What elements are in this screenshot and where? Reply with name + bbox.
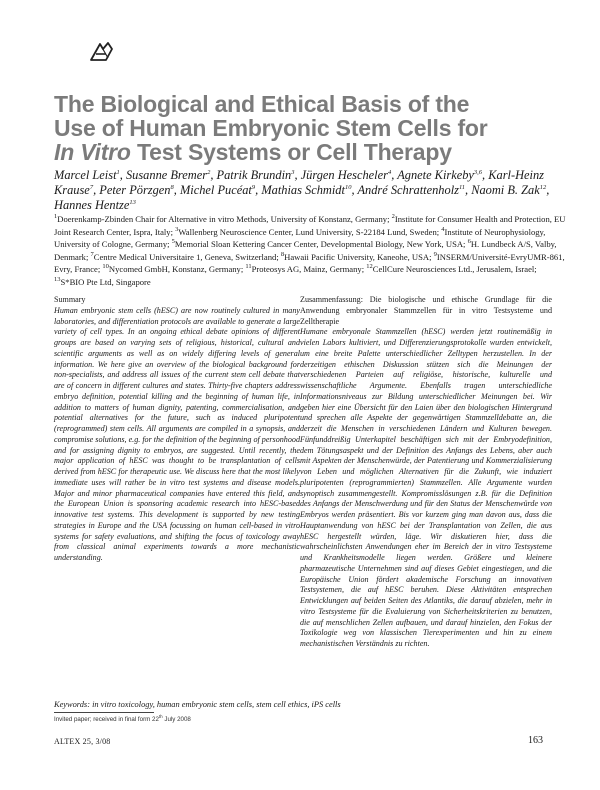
- author-separator: ,: [210, 168, 217, 182]
- summary-text: Human embryonic stem cells (hESC) are now routinely cultured in many laboratories, and differentiation protocols are available to generate a large variety of cell types. In an ongoing ethical debate opinions of different groups are based on varying sets of religious, historical, cultural and scientific arguments as well as on widely differing levels of general information. We here give an overview of the biological background for non-specialists, and address all issues of the current stem cell debate that are of concern in different cultures and states. Thirty-five chapters address embryo definition, potential killing and the beginning of human life, in addition to matters of human dignity, patenting, commercialisation, and potential alternatives for the future, such as induced pluripotent (reprogrammed) stem cells. All arguments are compiled in a synopsis, and compromise solutions, e.g. for the definition of the beginning of personhood and for assigning dignity to embryos, are suggested. Until recently, the major application of hESC was thought to be transplantation of cells derived from hESC for therapeutic use. We discuss here that the most likely immediate uses will rather be in vitro test systems and disease models. Major and minor pharmaceutical companies have entered this field, and the European Union is sponsoring academic research into hESC-based innovative test systems. This development is supported by new testing strategies in Europe and the USA focussing on human cell-based in vitro systems for safety evaluations, and shifting the focus of toxicology away from classical animal experiments towards a more mechanistic understanding.: [54, 305, 300, 562]
- author-separator: ,: [465, 183, 472, 197]
- zusammenfassung-text: Humane embryonale Stammzellen (hESC) werden jetzt routinemäßig in vielen Labors kultiviert, und Differenzierungsprotokolle wurden entwickelt, um eine breite Palette unterschiedlicher Zelltypen herzustellen. In der derzeitigen ethischen Diskussion stützen sich die Meinungen der verschiedenen Parteien auf religiöse, historische, kulturelle und wissenschaftliche Argumente. Ebenfalls tragen unterschiedliche Informationsniveaus zur Bildung unterschiedlicher Meinungen bei. Wir geben hier eine Übersicht für den Laien über den biologischen Hintergrund und sprechen alle Aspekte der gegenwärtigen Stammzelldebatte an, die derzeit die Menschen in verschiedenen Ländern und Kulturen bewegen. Fünfunddreißig Unterkapitel beschäftigen sich mit der Embryodefinition, dem Tötungsaspekt und der Definition des Anfangs des Lebens, aber auch mit Aspekten der Menschenwürde, der Patentierung und Kommerzialisierung von Leben und möglichen Alternativen für die Zukunft, wie induziert pluripotenten (reprogrammierten) Stammzellen. Alle Argumente wurden synoptisch zusammengestellt. Kompromisslösungen z.B. für die Definition des Anfangs der Menschwerdung und für den Status der Menschenwürde von Embryos werden präsentiert. Bis vor kurzem ging man davon aus, dass die Hauptanwendung von hESC bei der Transplantation von Zellen, die aus hESC hergestellt würden, läge. Wir diskutieren hier, dass die wahrscheinlichsten Anwendungen eher im Bereich der in vitro Testsysteme und Krankheitsmodelle liegen werden. Größere und kleinere pharmazeutische Unternehmen sind auf dieses Gebiet eingestiegen, und die Europäische Union fördert akademische Forschung an innovativen Testsystemen, die auf hESC beruhen. Diese Aktivitäten entsprechen Entwicklungen auf beiden Seiten des Atlantiks, die darauf abzielen, mehr in vitro Testsysteme für die Evaluierung von Sicherheitskriterien zu benutzen, die auf menschlichen Zellen aufbauen, und darauf hinzielen, den Fokus der Toxikologie weg von klassischen Tierexperimenten und hin zu einem mechanistischen Verständnis zu richten.: [300, 327, 552, 648]
- author-separator: ,: [119, 168, 126, 182]
- author-name: Karl-Heinz Krause: [54, 168, 545, 197]
- page-number: 163: [528, 735, 543, 746]
- received-note: [54, 713, 191, 723]
- title-line-1: The Biological and Ethical Basis of the: [54, 91, 470, 117]
- affiliation-text: Hawaii Pacific University, Kaneohe, USA;: [284, 251, 434, 262]
- affiliation-text: H. Lundbeck A/S, Valby, Denmark;: [54, 239, 557, 262]
- author-name: Michel Pucéat: [179, 183, 252, 197]
- author-name: Peter Pörzgen: [99, 183, 171, 197]
- author-affiliation-ref: 2: [207, 168, 211, 176]
- altex-logo-icon: [88, 40, 114, 62]
- author-affiliation-ref: 7: [89, 183, 94, 191]
- footnote-divider: [54, 712, 154, 713]
- affiliation-text: Centre Medical Universitaire 1, Geneva, Switzerland;: [93, 251, 281, 262]
- author-affiliation-ref: 4: [387, 168, 392, 176]
- received-prefix: Invited paper; received in final form 22: [54, 716, 159, 723]
- author-separator: ,: [294, 168, 301, 182]
- author-separator: ,: [255, 183, 262, 197]
- affiliation-number: 9: [433, 250, 437, 258]
- author-name: Susanne Bremer: [125, 168, 208, 182]
- affiliation-number: 8: [280, 250, 285, 258]
- author-affiliation-ref: 9: [251, 183, 256, 191]
- author-separator: ,: [173, 183, 180, 197]
- author-name: Naomi B. Zak: [471, 183, 540, 197]
- author-name: André Schrattenholz: [357, 183, 459, 197]
- zusammenfassung-heading: Zusammenfassung: Die biologische und ethische Grundlage für die Anwendung embryonaler Stammzellen für in vitro Testsysteme und Zelltherapie: [300, 295, 552, 326]
- affiliation-number: 5: [171, 238, 175, 246]
- zusammenfassung-column: [300, 295, 552, 650]
- author-affiliation-ref: 3: [291, 168, 295, 176]
- affiliations: [54, 213, 566, 289]
- title-line-3: [54, 140, 554, 164]
- author-affiliation-ref: 12: [539, 183, 547, 191]
- title-italic: In Vitro: [54, 139, 131, 165]
- affiliation-number: 10: [102, 263, 109, 271]
- article-title: [54, 92, 554, 164]
- affiliation-number: 12: [366, 263, 373, 271]
- author-affiliation-ref: 11: [458, 183, 465, 191]
- affiliation-text: Doerenkamp-Zbinden Chair for Alternative in vitro Methods, University of Konstanz, Germany;: [57, 214, 392, 224]
- summary-heading: Summary: [54, 295, 86, 304]
- author-affiliation-ref: 3,6: [473, 168, 483, 176]
- author-name: Mathias Schmidt: [261, 183, 345, 197]
- affiliation-number: 4: [441, 225, 445, 233]
- affiliation-number: 1: [54, 213, 58, 221]
- affiliation-text: CellCure Neurosciences Ltd., Jerusalem, Israel;: [372, 264, 537, 275]
- journal-issue: ALTEX 25, 3/08: [54, 737, 111, 746]
- affiliation-number: 11: [245, 263, 252, 271]
- affiliation-text: Proteosys AG, Mainz, Germany;: [251, 264, 367, 275]
- affiliation-text: S*BIO Pte Ltd, Singapore: [60, 276, 151, 287]
- author-name: Jürgen Hescheler: [300, 168, 388, 182]
- author-affiliation-ref: 10: [344, 183, 352, 191]
- author-name: Agnete Kirkeby: [397, 168, 474, 182]
- affiliation-number: 3: [175, 225, 179, 233]
- affiliation-text: Institute of Neurophysiology, University of Cologne, Germany;: [54, 226, 546, 250]
- author-separator: ,: [391, 168, 398, 182]
- author-list: [54, 168, 564, 213]
- author-affiliation-ref: 1: [116, 168, 120, 176]
- author-separator: ,: [351, 183, 358, 197]
- author-separator: ,: [546, 183, 550, 197]
- title-line-2: Use of Human Embryonic Stem Cells for: [54, 115, 488, 141]
- summary-column: [54, 295, 300, 564]
- author-affiliation-ref: 13: [129, 198, 136, 206]
- author-separator: ,: [93, 183, 100, 197]
- affiliation-text: Memorial Sloan Kettering Cancer Center, Developmental Biology, New York, USA;: [174, 239, 468, 250]
- affiliation-text: Nycomed GmbH, Konstanz, Germany;: [108, 264, 246, 275]
- author-name: Marcel Leist: [54, 168, 117, 182]
- received-suffix: July 2008: [162, 716, 191, 723]
- author-name: Patrik Brundin: [216, 168, 292, 182]
- title-rest: Test Systems or Cell Therapy: [130, 139, 452, 165]
- keywords: Keywords: in vitro toxicology, human embryonic stem cells, stem cell ethics, iPS cells: [54, 700, 341, 709]
- author-separator: ,: [482, 168, 489, 182]
- author-name: Hannes Hentze: [54, 198, 130, 212]
- affiliation-number: 2: [391, 213, 395, 221]
- affiliation-number: 7: [90, 250, 94, 258]
- received-sup: th: [158, 713, 163, 719]
- affiliation-number: 13: [54, 276, 61, 284]
- affiliation-text: Wallenberg Neuroscience Center, Lund University, S-22184 Lund, Sweden;: [178, 226, 442, 237]
- affiliation-text: Institute for Consumer Health and Protection, EU Joint Research Center, Ispra, Italy;: [54, 214, 566, 237]
- author-affiliation-ref: 8: [170, 183, 174, 191]
- affiliation-text: INSERM/Université-EvryUMR-861, Evry, France;: [54, 251, 565, 275]
- affiliation-number: 6: [467, 238, 471, 246]
